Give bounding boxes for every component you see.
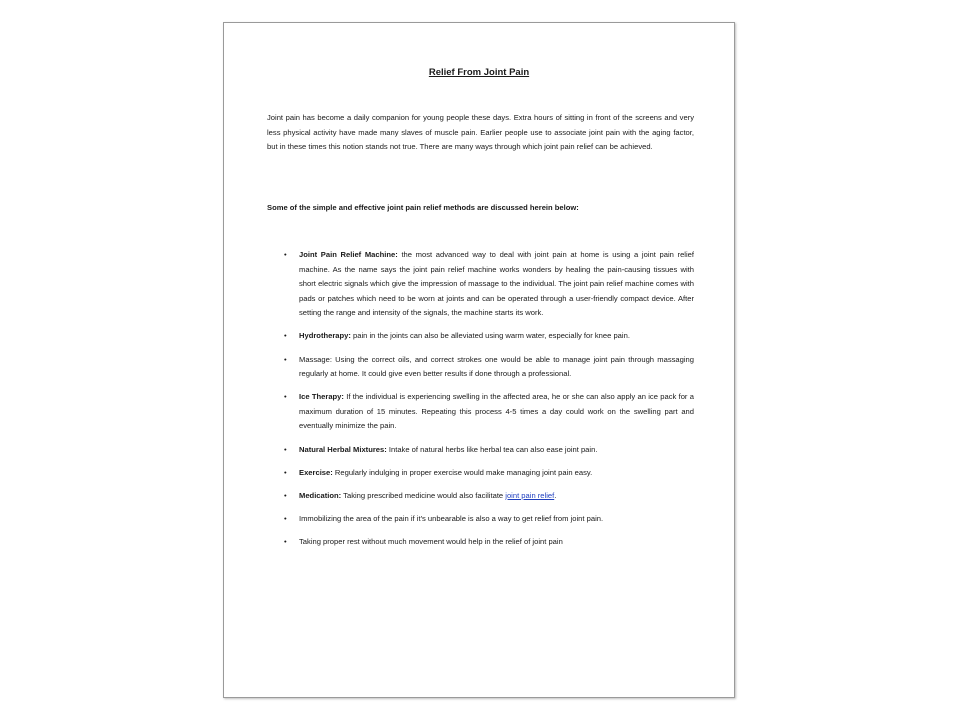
- document-page: [223, 22, 735, 698]
- bullet-item: [267, 353, 694, 382]
- methods-bullet-list: [267, 248, 694, 558]
- bullet-term: Medication:: [299, 490, 342, 500]
- bullet-text: Taking prescribed medicine would also facilitate: [341, 490, 506, 500]
- bullet-text-end: .: [554, 490, 557, 500]
- bullet-text: If the individual is experiencing swelling in the affected area, he or she can also apply an ice pack for a maximum duration of 15 minutes. Repeating this process 4-5 times a day could work on the swelling part and eventually minimize the pain.: [299, 392, 694, 431]
- bullet-item: [267, 535, 694, 550]
- bullet-marker: •: [284, 490, 287, 500]
- document-title: Relief From Joint Pain: [428, 67, 530, 78]
- bullet-marker: •: [284, 467, 287, 477]
- bullet-text: Taking proper rest without much movement would help in the relief of joint pain: [299, 536, 563, 546]
- intro-paragraph: Joint pain has become a daily companion for young people these days. Extra hours of sitting in front of the screens and very less physical activity have made many slaves of muscle pain. Earlier people use to associate joint pain with the aging factor, but in these times this notion stands not true. There are many ways through which joint pain relief can be achieved.: [267, 113, 694, 152]
- bullet-term: Ice Therapy:: [299, 392, 344, 402]
- joint-pain-relief-link[interactable]: joint pain relief: [505, 490, 555, 500]
- bullet-marker: •: [284, 354, 287, 364]
- bullet-term: Hydrotherapy:: [299, 331, 351, 341]
- bullet-item: [267, 443, 694, 458]
- bullet-term: Joint Pain Relief Machine:: [299, 250, 398, 259]
- bullet-text: Massage: Using the correct oils, and correct strokes one would be able to manage joint pain through massaging regularly at home. It could give even better results if done through a professional.: [299, 354, 694, 379]
- bullet-item: [267, 489, 694, 504]
- bullet-term: Natural Herbal Mixtures:: [299, 444, 387, 454]
- bullet-marker: •: [284, 444, 287, 454]
- bullet-text: Immobilizing the area of the pain if it's unbearable is also a way to get relief from joint pain.: [299, 513, 604, 523]
- bullet-marker: •: [284, 536, 287, 546]
- bullet-text: the most advanced way to deal with joint pain at home is using a joint pain relief machine. As the name says the joint pain relief machine works wonders by healing the pain-causing tissues with short electric signals which give the impression of massage to the individual. The joint pain relief machine comes with pads or patches which need to be worn at joints and can be operated through a user-friendly compact device. After setting the range and intensity of the signals, the machine starts its work.: [299, 250, 694, 318]
- bullet-term: Exercise:: [299, 467, 333, 477]
- bullet-item: [267, 466, 694, 481]
- bullet-marker: •: [284, 250, 287, 259]
- bullet-marker: •: [284, 513, 287, 523]
- methods-subheading: Some of the simple and effective joint pain relief methods are discussed herein below:: [267, 203, 579, 212]
- bullet-text: Regularly indulging in proper exercise would make managing joint pain easy.: [332, 467, 593, 477]
- bullet-text: pain in the joints can also be alleviated using warm water, especially for knee pain.: [350, 331, 630, 341]
- bullet-marker: •: [284, 331, 287, 341]
- bullet-item: [267, 329, 694, 344]
- bullet-item: [267, 390, 694, 434]
- bullet-item: [267, 512, 694, 527]
- bullet-text: Intake of natural herbs like herbal tea can also ease joint pain.: [386, 444, 598, 454]
- bullet-item: [267, 248, 694, 321]
- bullet-marker: •: [284, 392, 287, 402]
